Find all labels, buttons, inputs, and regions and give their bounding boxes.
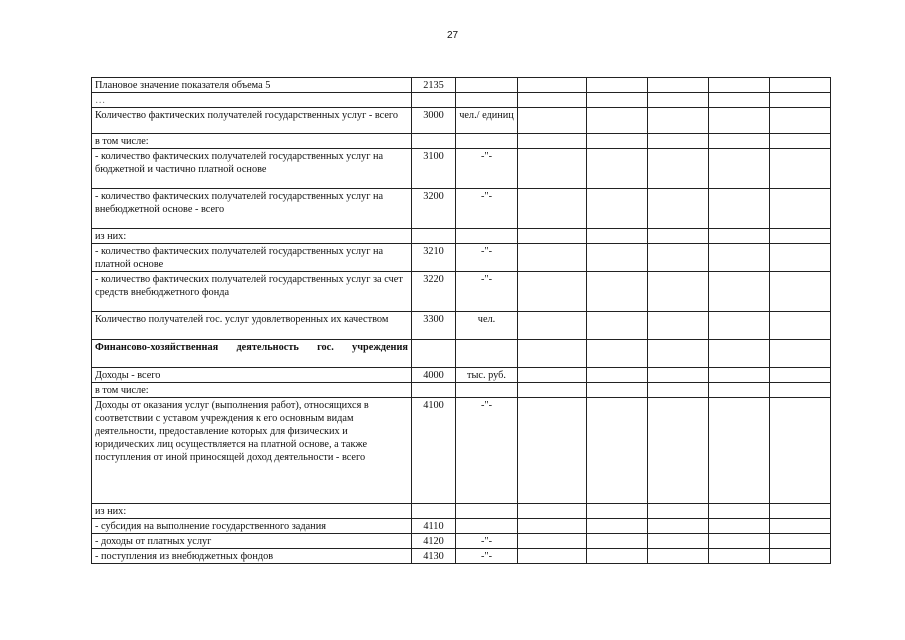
table-row [92, 108, 831, 134]
value-cell [709, 189, 770, 229]
table-row [92, 340, 831, 368]
value-cell [770, 549, 831, 564]
indicator-name-cell: - поступления из внебюджетных фондов [92, 549, 412, 564]
table-row [92, 272, 831, 312]
value-cell [518, 340, 587, 368]
value-cell [648, 340, 709, 368]
value-cell [648, 398, 709, 504]
line-code-cell: 4000 [412, 368, 456, 383]
report-table [91, 77, 831, 564]
indicator-name-cell: Доходы от оказания услуг (выполнения работ), относящихся в соответствии с уставом учреждения к его основным видам деятельности, предоставление которых для физических и юридических лиц осуществляется на платной основе, а также поступления от иной приносящей доход деятельности - всего [92, 398, 412, 504]
value-cell [709, 134, 770, 149]
value-cell [587, 368, 648, 383]
value-cell [648, 78, 709, 93]
indicator-name-cell: - количество фактических получателей государственных услуг за счет средств внебюджетного фонда [92, 272, 412, 312]
value-cell [648, 383, 709, 398]
value-cell [518, 93, 587, 108]
value-cell [709, 108, 770, 134]
value-cell [648, 108, 709, 134]
value-cell [518, 108, 587, 134]
page-number: 27 [446, 30, 459, 41]
unit-cell [456, 229, 518, 244]
line-code-cell: 4120 [412, 534, 456, 549]
unit-cell: -"- [456, 272, 518, 312]
line-code-cell: 2135 [412, 78, 456, 93]
table-row [92, 134, 831, 149]
value-cell [518, 398, 587, 504]
report-table-body [92, 78, 831, 564]
value-cell [587, 272, 648, 312]
value-cell [709, 272, 770, 312]
value-cell [518, 134, 587, 149]
value-cell [587, 189, 648, 229]
value-cell [587, 398, 648, 504]
value-cell [770, 134, 831, 149]
value-cell [770, 93, 831, 108]
indicator-name-cell: … [92, 93, 412, 108]
value-cell [587, 134, 648, 149]
indicator-name-cell: Плановое значение показателя объема 5 [92, 78, 412, 93]
value-cell [587, 229, 648, 244]
value-cell [587, 340, 648, 368]
value-cell [648, 93, 709, 108]
unit-cell [456, 78, 518, 93]
line-code-cell [412, 340, 456, 368]
value-cell [709, 519, 770, 534]
value-cell [518, 504, 587, 519]
value-cell [648, 189, 709, 229]
indicator-name-cell: - количество фактических получателей государственных услуг на внебюджетной основе - всего [92, 189, 412, 229]
unit-cell: чел./ единиц [456, 108, 518, 134]
value-cell [518, 149, 587, 189]
indicator-name-cell: Финансово-хозяйственная деятельность гос. учреждения [92, 340, 412, 368]
value-cell [587, 383, 648, 398]
value-cell [587, 149, 648, 189]
line-code-cell [412, 504, 456, 519]
unit-cell: чел. [456, 312, 518, 340]
value-cell [770, 272, 831, 312]
line-code-cell [412, 229, 456, 244]
value-cell [648, 504, 709, 519]
indicator-name-cell: в том числе: [92, 383, 412, 398]
indicator-name-cell: - доходы от платных услуг [92, 534, 412, 549]
value-cell [587, 312, 648, 340]
value-cell [709, 244, 770, 272]
table-row [92, 78, 831, 93]
value-cell [770, 229, 831, 244]
line-code-cell: 3210 [412, 244, 456, 272]
value-cell [770, 78, 831, 93]
line-code-cell: 3300 [412, 312, 456, 340]
value-cell [648, 134, 709, 149]
unit-cell [456, 93, 518, 108]
unit-cell: -"- [456, 549, 518, 564]
value-cell [648, 312, 709, 340]
value-cell [518, 272, 587, 312]
table-row [92, 368, 831, 383]
table-row [92, 189, 831, 229]
value-cell [770, 189, 831, 229]
value-cell [587, 534, 648, 549]
value-cell [770, 504, 831, 519]
line-code-cell [412, 134, 456, 149]
value-cell [518, 383, 587, 398]
value-cell [709, 149, 770, 189]
value-cell [518, 229, 587, 244]
unit-cell: -"- [456, 189, 518, 229]
value-cell [709, 549, 770, 564]
table-row [92, 229, 831, 244]
value-cell [709, 383, 770, 398]
value-cell [587, 504, 648, 519]
indicator-name-cell: Доходы - всего [92, 368, 412, 383]
value-cell [709, 93, 770, 108]
table-row [92, 504, 831, 519]
unit-cell: -"- [456, 534, 518, 549]
table-row [92, 383, 831, 398]
value-cell [770, 368, 831, 383]
line-code-cell [412, 93, 456, 108]
value-cell [709, 312, 770, 340]
value-cell [770, 383, 831, 398]
value-cell [518, 78, 587, 93]
value-cell [709, 78, 770, 93]
value-cell [587, 78, 648, 93]
table-row [92, 534, 831, 549]
value-cell [648, 244, 709, 272]
value-cell [518, 189, 587, 229]
line-code-cell: 3100 [412, 149, 456, 189]
line-code-cell: 4110 [412, 519, 456, 534]
line-code-cell: 3220 [412, 272, 456, 312]
value-cell [518, 534, 587, 549]
unit-cell [456, 340, 518, 368]
value-cell [518, 519, 587, 534]
value-cell [648, 519, 709, 534]
value-cell [587, 519, 648, 534]
unit-cell: тыс. руб. [456, 368, 518, 383]
value-cell [770, 340, 831, 368]
value-cell [648, 549, 709, 564]
value-cell [709, 398, 770, 504]
unit-cell [456, 383, 518, 398]
value-cell [770, 108, 831, 134]
value-cell [518, 368, 587, 383]
value-cell [648, 149, 709, 189]
value-cell [709, 534, 770, 549]
value-cell [770, 312, 831, 340]
value-cell [709, 504, 770, 519]
unit-cell: -"- [456, 398, 518, 504]
indicator-name-cell: - количество фактических получателей государственных услуг на платной основе [92, 244, 412, 272]
value-cell [770, 149, 831, 189]
indicator-name-cell: Количество получателей гос. услуг удовлетворенных их качеством [92, 312, 412, 340]
value-cell [587, 549, 648, 564]
value-cell [518, 312, 587, 340]
line-code-cell: 4100 [412, 398, 456, 504]
value-cell [709, 368, 770, 383]
line-code-cell: 4130 [412, 549, 456, 564]
table-row [92, 549, 831, 564]
value-cell [648, 534, 709, 549]
value-cell [648, 272, 709, 312]
value-cell [587, 108, 648, 134]
indicator-name-cell: Количество фактических получателей государственных услуг - всего [92, 108, 412, 134]
indicator-name-cell: из них: [92, 229, 412, 244]
value-cell [587, 244, 648, 272]
line-code-cell: 3200 [412, 189, 456, 229]
unit-cell [456, 519, 518, 534]
value-cell [709, 340, 770, 368]
indicator-name-cell: - количество фактических получателей государственных услуг на бюджетной и частично платной основе [92, 149, 412, 189]
value-cell [770, 398, 831, 504]
unit-cell: -"- [456, 244, 518, 272]
line-code-cell: 3000 [412, 108, 456, 134]
indicator-name-cell: - субсидия на выполнение государственного задания [92, 519, 412, 534]
value-cell [648, 368, 709, 383]
line-code-cell [412, 383, 456, 398]
value-cell [770, 534, 831, 549]
table-row [92, 149, 831, 189]
indicator-name-cell: из них: [92, 504, 412, 519]
value-cell [648, 229, 709, 244]
indicator-name-cell: в том числе: [92, 134, 412, 149]
unit-cell [456, 134, 518, 149]
unit-cell: -"- [456, 149, 518, 189]
value-cell [770, 519, 831, 534]
unit-cell [456, 504, 518, 519]
value-cell [587, 93, 648, 108]
table-row [92, 93, 831, 108]
value-cell [518, 244, 587, 272]
value-cell [770, 244, 831, 272]
table-row [92, 398, 831, 504]
table-row [92, 244, 831, 272]
value-cell [709, 229, 770, 244]
table-row [92, 519, 831, 534]
table-row [92, 312, 831, 340]
value-cell [518, 549, 587, 564]
